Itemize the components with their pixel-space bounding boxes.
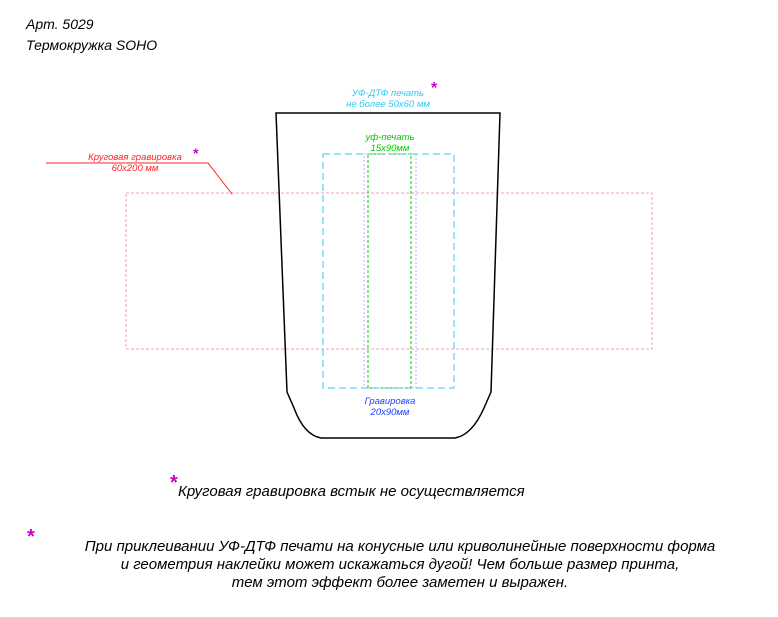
uv-dtf-zone xyxy=(323,154,454,388)
note-round-engraving: Круговая гравировка встык не осуществляется xyxy=(178,483,525,500)
uv-dtf-title: УФ-ДТФ печать xyxy=(351,88,425,99)
uv-dtf-size: не более 50х60 мм xyxy=(346,99,430,110)
engraving-size: 20х90мм xyxy=(370,407,410,418)
round-engraving-zone xyxy=(126,193,652,349)
engraving-label xyxy=(345,396,435,418)
round-engraving-label xyxy=(76,152,194,174)
engraving-title: Гравировка xyxy=(364,396,416,407)
uv-dtf-label xyxy=(330,88,446,110)
product-title: Термокружка SOHO xyxy=(26,37,158,53)
note2-line1: При приклеивании УФ-ДТФ печати на конусные или криволинейные поверхности форма xyxy=(84,538,716,555)
engraving-zone xyxy=(364,154,416,388)
note1-star: * xyxy=(170,472,178,494)
article-number: Арт. 5029 xyxy=(26,16,94,32)
round-engraving-title: Круговая гравировка xyxy=(88,152,182,163)
note2-line3: тем этот эффект более заметен и выражен. xyxy=(231,574,569,591)
mug-outline xyxy=(276,113,500,438)
uv-print-label xyxy=(350,132,430,154)
uv-print-size: 15х90мм xyxy=(370,143,410,154)
note-uv-dtf-distortion xyxy=(30,538,770,592)
uv-print-zone xyxy=(368,154,411,388)
note2-star: * xyxy=(27,526,35,548)
uv-dtf-star: * xyxy=(431,80,438,97)
round-engraving-size: 60х200 мм xyxy=(111,163,159,174)
round-engraving-star: * xyxy=(193,145,199,161)
note2-line2: и геометрия наклейки может искажаться дугой! Чем больше размер принта, xyxy=(120,556,680,573)
uv-print-title: уф-печать xyxy=(365,132,415,143)
